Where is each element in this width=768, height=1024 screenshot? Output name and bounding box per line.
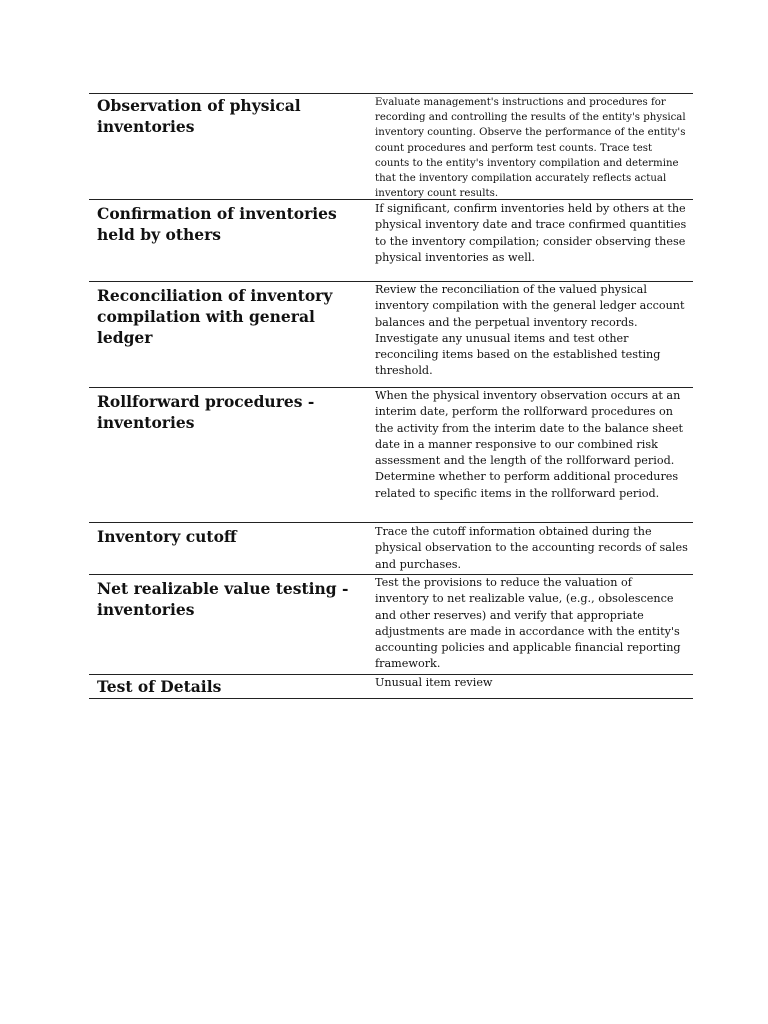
procedure-name: Confirmation of inventories held by others xyxy=(97,204,337,244)
procedure-name: Rollforward procedures - inventories xyxy=(97,392,315,432)
table-row xyxy=(89,282,693,388)
table-row xyxy=(89,94,693,200)
procedure-description: When the physical inventory observation occurs at an interim date, perform the rollforward procedures on the activity from the interim date to the balance sheet date in a manner responsive to our combined risk assessment and the length of the rollforward period. Determine whether to perform additional procedures related to specific items in the rollforward period. xyxy=(375,389,683,500)
procedure-description: If significant, confirm inventories held by others at the physical inventory date and trace confirmed quantities to the inventory compilation; consider observing these physical inventories as well. xyxy=(375,202,687,264)
table-row xyxy=(89,388,693,523)
table-row xyxy=(89,523,693,575)
procedure-name: Observation of physical inventories xyxy=(97,96,301,136)
procedures-table xyxy=(89,93,693,699)
table-row xyxy=(89,575,693,675)
table-row xyxy=(89,200,693,282)
procedure-description: Review the reconciliation of the valued physical inventory compilation with the general ledger account balances and the perpetual inventory records. Investigate any unusual items and test other reconciling items based on the established testing threshold. xyxy=(375,283,685,378)
procedure-description: Trace the cutoff information obtained during the physical observation to the accounting records of sales and purchases. xyxy=(375,525,688,571)
procedure-name: Inventory cutoff xyxy=(97,527,237,546)
procedure-name: Reconciliation of inventory compilation with general ledger xyxy=(97,286,333,347)
table-row xyxy=(89,675,693,699)
procedure-name: Test of Details xyxy=(97,677,222,696)
procedure-description: Test the provisions to reduce the valuation of inventory to net realizable value, (e.g., obsolescence and other reserves) and verify that appropriate adjustments are made in accordance with the entity's accounting policies and applicable financial reporting framework. xyxy=(375,576,681,671)
procedure-description: Unusual item review xyxy=(375,676,493,689)
procedure-name: Net realizable value testing - inventories xyxy=(97,579,349,619)
procedure-description: Evaluate management's instructions and procedures for recording and controlling the results of the entity's physical inventory counting. Observe the performance of the entity's count procedures and perform test counts. Trace test counts to the entity's inventory compilation and determine that the inventory compilation accurately reflects actual inventory count results. xyxy=(375,97,686,200)
